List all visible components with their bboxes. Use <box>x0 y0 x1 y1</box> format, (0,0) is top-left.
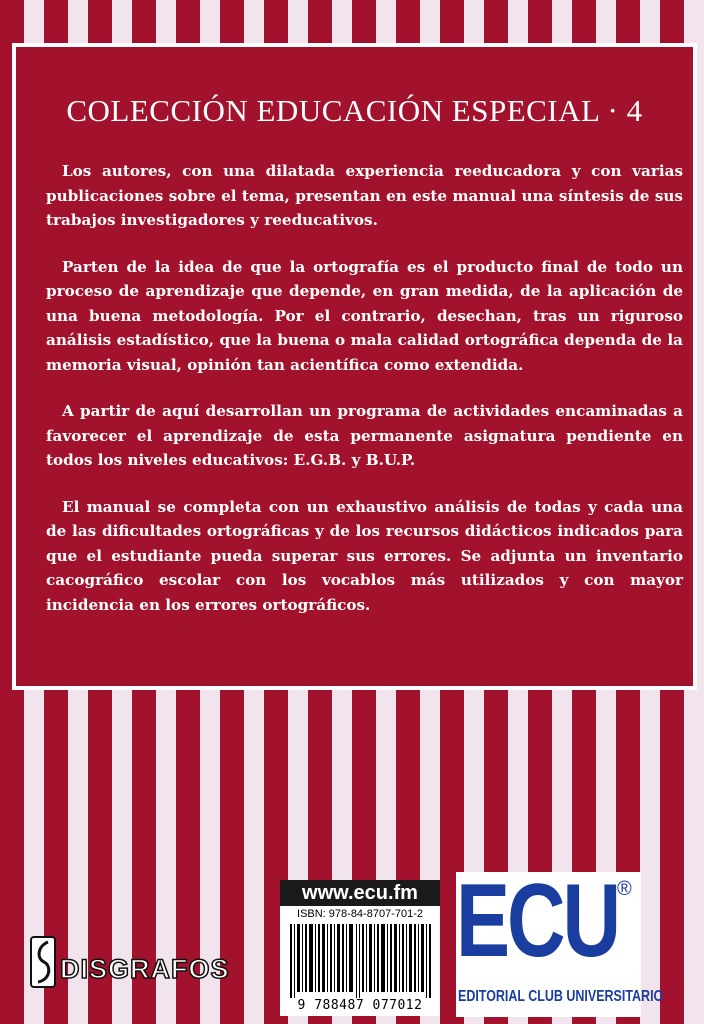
synopsis-paragraph-1: Los autores, con una dilatada experiencia reeducadora y con varias publicaciones sobre el tema, presentan en este manual una síntesis de sus trabajos investigadores y reeducativos. <box>46 162 683 229</box>
registered-mark-icon: ® <box>617 878 632 900</box>
synopsis <box>46 159 683 639</box>
back-cover-panel <box>12 43 697 690</box>
ecu-tagline: EDITORIAL CLUB UNIVERSITARIO <box>458 988 664 1005</box>
isbn-label: ISBN: 978-84-8707-701-2 <box>297 908 423 920</box>
ecu-wordmark: ECU <box>456 863 618 979</box>
website-url: www.ecu.fm <box>280 880 440 906</box>
synopsis-paragraph-2: Parten de la idea de que la ortografía es el producto final de todo un proceso de aprendizaje que depende, en gran medida, de la aplicación de una buena metodología. Por el contrario, desechan, tras un riguroso análisis estadístico, que la buena o mala calidad ortográfica dependa de la memoria visual, opinión tan acientífica como extendida. <box>46 257 683 374</box>
disgrafos-wordmark: DISGRAFOS <box>60 954 230 984</box>
disgrafos-mark-icon <box>30 936 56 988</box>
ecu-logo <box>456 863 664 1017</box>
barcode-icon <box>286 924 434 998</box>
series-title: COLECCIÓN EDUCACIÓN ESPECIAL · 4 <box>66 93 643 128</box>
barcode-block <box>280 880 440 1016</box>
synopsis-paragraph-4: El manual se completa con un exhaustivo análisis de todas y cada una de las dificultades ortográficas y de los recursos didácticos indicados para que el estudiante pueda superar sus errores. Se adjunta un inventario cacográfico escolar con los vocablos más utilizados y con mayor incidencia en los errores ortográficos. <box>46 497 683 614</box>
synopsis-paragraph-3: A partir de aquí desarrollan un programa de actividades encaminadas a favorecer el aprendizaje de esta permanente asignatura pendiente en todos los niveles educativos: E.G.B. y B.U.P. <box>46 402 683 469</box>
disgrafos-logo <box>30 932 270 992</box>
barcode-digits: 9 788487 077012 <box>297 998 423 1013</box>
